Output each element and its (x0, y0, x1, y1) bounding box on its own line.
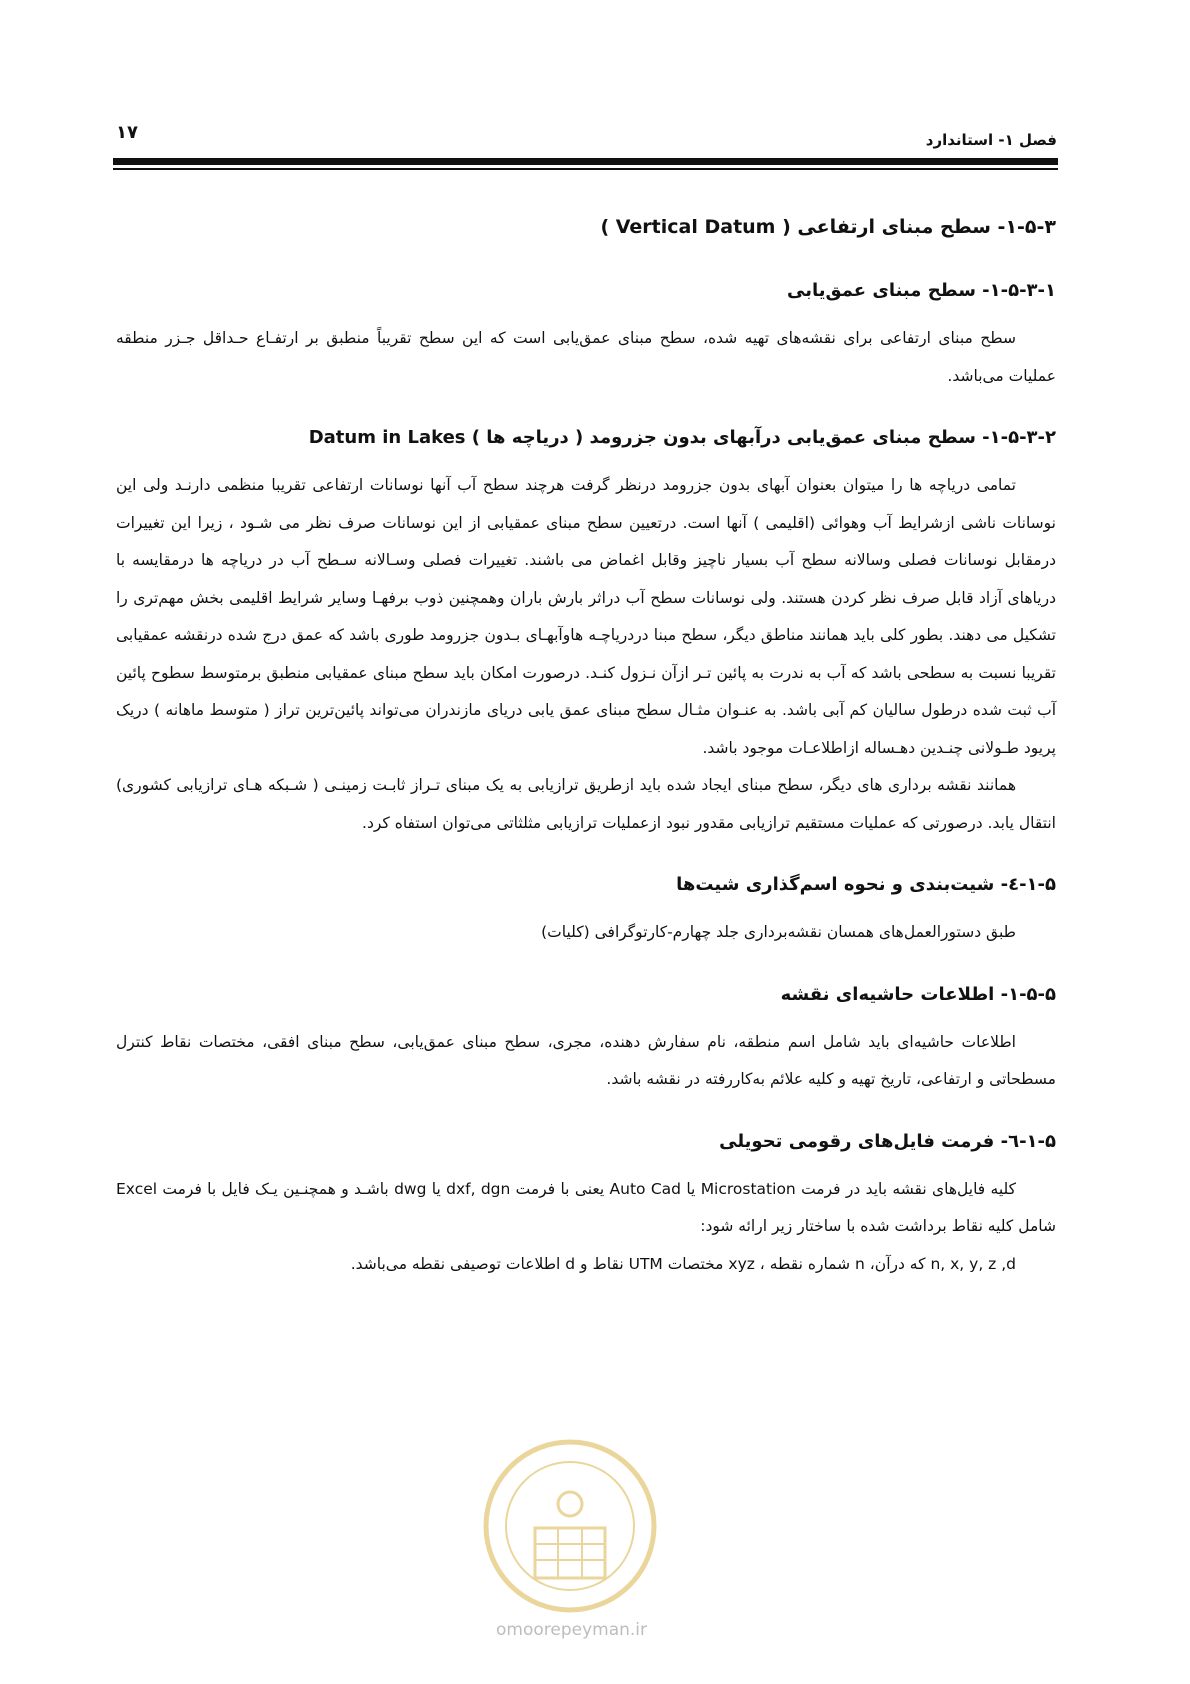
paragraph-digital-formats: کلیه فایل‌های نقشه باید در فرمت Microstation یا Auto Cad یعنی با فرمت dxf, dgn یا dwg باشـد و همچنـین یـک فایل با فرمت Excel شامل کلیه نقاط برداشت شده با ساختار زیر ارائه شود: (116, 1179, 1056, 1235)
section-heading-vertical-datum: ۱-۵-۳- سطح مبنای ارتفاعی ( Vertical Datum ) (600, 216, 1056, 238)
section-heading-datum-in-lakes: ۱-۵-۳-۲- سطح مبنای عمق‌یابی درآبهای بدون جزرومد ( دریاچه ها ) Datum in Lakes (308, 427, 1056, 448)
watermark-seal-icon (480, 1436, 660, 1616)
header-rule-thick (113, 158, 1058, 165)
paragraph-marginal-info: اطلاعات حاشیه‌ای باید شامل اسم منطقه، نام سفارش دهنده، مجری، سطح مبنای عمق‌یابی، سطح مبنای افقی، مختصات نقاط کنترل مسطحاتی و ارتفاعی، تاریخ تهیه و کلیه علائم به‌کاررفته در نقشه باشد. (116, 1032, 1056, 1088)
formula-line: n, x, y, z ,d که درآن، n شماره نقطه ، xyz مختصات UTM نقاط و d اطلاعات توصیفی نقطه می‌باشد. (350, 1254, 1016, 1273)
section-heading-marginal-info: ۱-۵-۵- اطلاعات حاشیه‌ای نقشه (780, 983, 1056, 1005)
section-heading-digital-formats: ۱-۵-٦- فرمت فایل‌های رقومی تحویلی (719, 1130, 1056, 1152)
paragraph-lakes-1: تمامی دریاچه ها را میتوان بعنوان آبهای بدون جزرومد درنظر گرفت هرچند سطح آب آنها نوسانات ارتفاعی تقریبا منظمی دارنـد ولی این نوسانات ناشی ازشرایط آب وهوائی (اقلیمی ) آنها است. درتعیین سطح مبنای عمقیابی از این نوسانات صرف نظر می شـود ، زیرا این تغییرات درمقابل نوسانات فصلی وسالانه سطح آب بسیار ناچیز وقابل اغماض می باشند. تغییرات فصلی وسـالانه سـطح آب در دریاچه ها درمقایسه با دریاهای آزاد قابل صرف نظر کردن هستند. ولی نوسانات سطح آب دراثر بارش باران وهمچنین ذوب برفهـا وسایر شرایط اقلیمی بخش مهم‌تری را تشکیل می دهند. بطور کلی باید همانند مناطق دیگر، سطح مبنا دردریاچـه هاوآبهـای بـدون جزرومد طوری باشد که عمق درج شده درنقشه عمقیابی تقریبا نسبت به سطحی باشد که آب به ندرت به پائین تـر ازآن نـزول کنـد. درصورت امکان باید سطح مبنای عمقیابی منطبق برمتوسط سطوح پائین آب ثبت شده درطول سالیان کم آبی باشد. به عنـوان مثـال سطح مبنای عمق یابی دریای مازندران می‌تواند پائین‌ترین تراز ( متوسط ماهانه ) دریک پریود طـولانی چنـدین دهـساله ازاطلاعـات موجود باشد. (116, 476, 1056, 757)
watermark-text: omoorepeyman.ir (496, 1620, 648, 1640)
paragraph-sheet-naming: طبق دستورالعمل‌های همسان نقشه‌برداری جلد چهارم-کارتوگرافی (کلیات) (541, 923, 1016, 941)
section-heading-sounding-datum: ۱-۵-۳-۱- سطح مبنای عمق‌یابی (786, 280, 1056, 301)
header-rule-thin (113, 168, 1058, 170)
page-number: ۱۷ (116, 122, 138, 143)
paragraph-lakes-2: همانند نقشه برداری های دیگر، سطح مبنای ایجاد شده باید ازطریق ترازیابی به یک مبنای تـراز ثابـت زمینـی ( شـبکه هـای ترازیابی کشوری) انتقال یابد. درصورتی که عملیات مستقیم ترازیابی مقدور نبود ازعملیات ترازیابی مثلثاتی می‌توان استفاه کرد. (116, 776, 1056, 832)
section-heading-sheet-naming: ۱-۵-٤- شیت‌بندی و نحوه اسم‌گذاری شیت‌ها (676, 874, 1056, 895)
chapter-title: فصل ۱- استاندارد (925, 131, 1057, 149)
page-body (116, 212, 1056, 1283)
paragraph-sounding-datum: سطح مبنای ارتفاعی برای نقشه‌های تهیه شده، سطح مبنای عمق‌یابی است که این سطح تقریباً منطبق بر ارتفـاع حـداقل جـزر منطقه عملیات می‌باشد. (116, 329, 1056, 385)
